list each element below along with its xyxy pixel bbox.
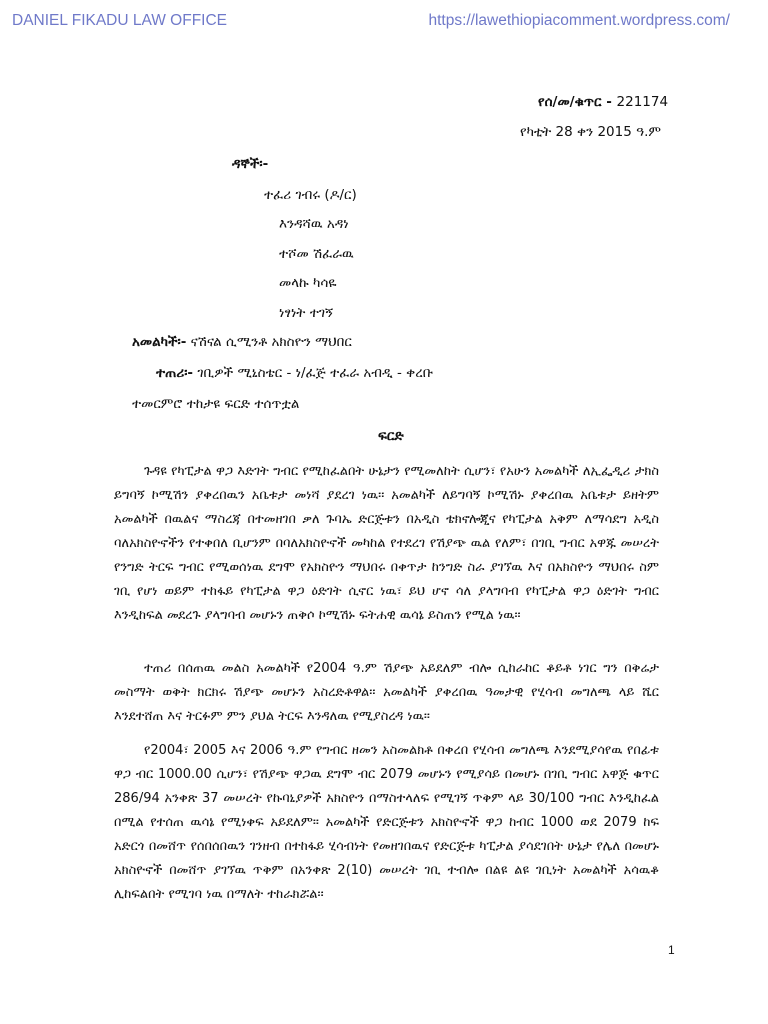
judgment-paragraph: የ2004፣ 2005 እና 2006 ዓ.ም የግብር ዘመን አስመልክቶ በቀረበ የሂሳብ መግለጫ እንደሚያሳየዉ የበፊቱ ዋጋ ብር 1000.00 ሲሆን፣ የሽያጭ ዋጋዉ ደግሞ ብር 2079 መሆኑን የሚያሳይ በመሆኑ በገቢ ግብር አዋጅ ቁጥር 286/94 አንቀጽ 37 መሠረት የኩባኒያዎች አክስዮን በማስተላለፍ የሚገኝ ጥቅም ላይ 30/100 ግብር እንዲከፈል በሚል የተሰጠ ዉሳኔ የሚነቀፍ አይደለም፡፡ አመልካች የድርጅቱን አክስዮኖች ዋጋ ከብር 1000 ወደ 2079 ከፍ አድርጎ በመሸጥ የሰበሰበዉን ገንዘብ በተከፋይ ሂሳብነት የመዘገበዉና የድርጅቱ ካፒታል ያሳደገበት ሁኔታ የሌለ በመሆኑ አክስዮኖች በመሸጥ ያገኘዉ ጥቅም በአንቀጽ 2(10) መሠረት ገቢ ተብሎ በልዩ ልዩ ገቢነት አመልካች አሳዉቆ ሊከፍልበት የሚገባ ነዉ በማለት ተከራክሯል፡፡ <box>114 743 659 902</box>
applicant-label: አመልካች፡- <box>132 334 187 350</box>
judgment-paragraph: ተጠሪ በሰጠዉ መልስ አመልካች የ2004 ዓ.ም ሽያጭ አይደለም ብሎ ሲከራከር ቆይቶ ነገር ግን በቅሬታ መስማት ወቅት ክርክሩ ሽያጭ መሆኑን አስረድቶዋል፡፡ አመልካች ያቀረበዉ ዓመታዊ የሂሳብ መግለጫ ላይ ሼር እንደተሸጠ እና ትርፉም ምን ያህል ትርፍ እንዳለዉ የሚያስረዳ ነዉ፡፡ <box>114 661 659 724</box>
file-number-label: የሰ/መ/ቁጥር - <box>538 94 612 110</box>
judge-name: ተፈሪ ገብሩ (ዶ/ር) <box>264 187 357 203</box>
judgment-paragraph: ጉዳዩ የካፒታል ዋጋ እድገት ግብር የሚከፈልበት ሁኔታን የሚመለከት ሲሆን፣ የአሁን አመልካች ለኢፌዲሪ ታክስ ይግባኝ ኮሚሽን ያቀረበዉን አቤቱታ መነሻ ያደረገ ነዉ፡፡ አመልካች ለይግባኝ ኮሚሽኑ ያቀረበዉ አቤቱታ ይዘትም አመልካች በዉልና ማስረጃ በተመዘገበ ቃለ ጉባኤ ድርጅቱን በአዲስ ቴክኖሎጂና የካፒታል አቅም ለማሳደግ አዲስ ባለአክስዮኖችን የተቀበለ ቢሆንም በባለአክስዮኖች መካከል የተደረገ የሽያጭ ዉል የለም፣ በገቢ ግብር አዋጁ መሠረት የንግድ ትርፍ ግብር የሚወሰነዉ ደግሞ የአክስዮን ማህበሩ በቀጥታ ከንግድ ስራ ያገኘዉ እና በአክስዮን ማህበሩ ስም ገቢ የሆነ ወይም ተከፋይ የካፒታል ዋጋ ዕድገት ሲኖር ነዉ፣ ይህ ሆኖ ሳለ ያላግባብ የካፒታል ዋጋ ዕድገት ግብር እንዲከፍል መደረጉ ያላግባብ መሆኑን ጠቅሶ ኮሚሽኑ ፍትሐዊ ዉሳኔ ይስጠን የሚል ነዉ፡፡ <box>114 464 659 623</box>
file-number <box>538 94 668 110</box>
judges-label: ዳኞች፡- <box>232 156 269 172</box>
judge-name: ነፃነት ተገኝ <box>279 305 334 321</box>
judge-name: ተሾመ ሽፈራዉ <box>279 246 354 262</box>
applicant-name: ናሽናል ሲሚንቶ አክስዮን ማህበር <box>190 334 352 350</box>
judge-name: እንዳሻዉ አዳነ <box>279 216 349 232</box>
page-number: 1 <box>668 943 675 957</box>
applicant-line <box>132 334 352 350</box>
office-name-header: DANIEL FIKADU LAW OFFICE <box>12 12 228 29</box>
respondent-name: ገቢዎች ሚኒስቴር - ነ/ፈጅ ተፈራ አብዲ - ቀረቡ <box>197 365 434 381</box>
respondent-label: ተጠሪ፡- <box>156 365 194 381</box>
judgment-intro: ተመርምሮ ተከታዩ ፍርድ ተሰጥቷል <box>132 396 300 412</box>
website-url-header[interactable]: https://lawethiopiacomment.wordpress.com/ <box>428 12 730 29</box>
judgment-date: የካቲት 28 ቀን 2015 ዓ.ም <box>520 124 661 140</box>
file-number-value: 221174 <box>616 94 669 110</box>
respondent-line <box>156 365 433 381</box>
judge-name: መላኩ ካሳዬ <box>279 275 337 291</box>
judgment-title: ፍርድ <box>378 428 404 444</box>
